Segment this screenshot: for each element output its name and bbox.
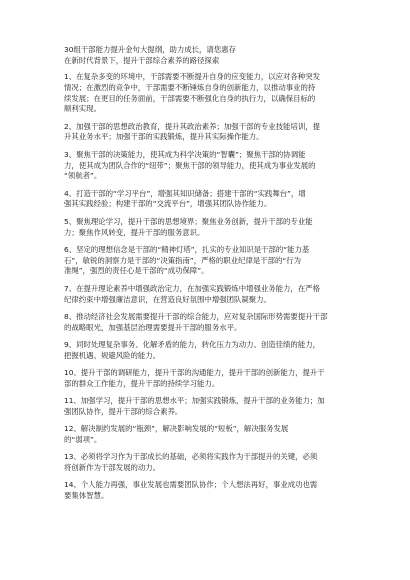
- item-text-line: “领航者”。: [64, 171, 102, 181]
- list-item: [64, 312, 376, 334]
- item-text-line: 续发展；在更目的任务面前，干部需要不断强化自身的执行力，以确保目标的: [64, 93, 316, 103]
- list-item: [64, 424, 376, 446]
- item-text-line: 顺利实现。: [64, 104, 101, 114]
- item-text-line: 11、加强学习，提升干部的思想水平；加强实践锻炼，提升干部的业务能力；加: [64, 396, 325, 406]
- document-header: [64, 44, 376, 66]
- item-text-line: 10、提升干部的调研能力，提升干部的沟通能力，提升干部的创新能力，提升干: [64, 368, 325, 378]
- item-text-line: 力，使其成为团队合作的“纽带”；聚焦干部的领导能力，使其成为事业发展的: [64, 160, 316, 170]
- document-title: 30组干部能力提升金句大提纲，助力成长，请您惠存: [64, 45, 237, 54]
- item-text-line: 1、在复杂多变的环境中，干部需要不断提升自身的应变能力，以应对各种突发: [64, 72, 320, 81]
- item-text-line: 8、推动经济社会发展需要提升干部的综合能力，应对复杂国际形势需要提升干部: [64, 311, 328, 321]
- item-text-line: 的战略眼光，加强基层治理需要提升干部的服务水平。: [64, 322, 242, 332]
- item-text-line: 13、必须将学习作为干部成长的基础，必须将实践作为干部提升的关键，必须: [64, 452, 318, 462]
- item-text-line: 6、坚定的理想信念是干部的“精神灯塔”，扎实的专业知识是干部的“能力基: [64, 244, 310, 254]
- item-text-line: 把握机遇、规避风险的能力。: [64, 350, 161, 360]
- list-item: [64, 284, 376, 306]
- item-text-line: 的“弱项”。: [64, 435, 102, 445]
- document-subtitle: 在新时代背景下，提升干部综合素养的路径探索: [64, 56, 220, 65]
- item-text-line: 准绳”，强烈的责任心是干部的“成功保障”。: [64, 266, 209, 276]
- item-text-line: 12、解决制约发展的“瓶颈”，解决影响发展的“短板”，解决服务发展: [64, 424, 289, 434]
- item-text-line: 将创新作为干部发展的动力。: [64, 463, 161, 473]
- list-item: [64, 217, 376, 239]
- item-text-line: 强其实践经验；构建干部的“交流平台”，增强其团队协作能力。: [64, 199, 272, 209]
- item-text-line: 14、个人能力再强，事业发展也需要团队协作；个人想法再好，事业成功也需: [64, 480, 318, 490]
- list-item: [64, 122, 376, 144]
- list-item: [64, 245, 376, 277]
- item-text-line: 3、聚焦干部的决策能力，使其成为科学决策的“智囊”；聚焦干部的协调能: [64, 149, 306, 159]
- item-text-line: 纪律约束中增强廉洁意识，在营造良好氛围中增强团队凝聚力。: [64, 294, 271, 304]
- item-text-line: 2、加强干部的思想政治教育，提升其政治素养；加强干部的专业技能培训，提: [64, 121, 320, 131]
- item-text-line: 5、聚焦理论学习，提升干部的思想境界；聚焦业务创新，提升干部的专业能: [64, 216, 313, 226]
- item-text-line: 7、在提升理论素养中增强政治定力，在加强实践锻炼中增强业务能力，在严格: [64, 283, 320, 293]
- item-text-line: 石”，敏锐的洞察力是干部的“决策指南”，严格的职业纪律是干部的“行为: [64, 255, 302, 265]
- item-text-line: 部的群众工作能力，提升干部的持续学习能力。: [64, 378, 220, 388]
- item-list: [64, 72, 376, 502]
- item-text-line: 强团队协作，提升干部的综合素养。: [64, 406, 183, 416]
- list-item: [64, 189, 376, 211]
- item-text-line: 9、同时处理复杂事务、化解矛盾的能力，转化压力为动力、创造佳绩的能力，: [64, 339, 320, 349]
- item-text-line: 要集体智慧。: [64, 491, 109, 501]
- list-item: [64, 480, 376, 502]
- list-item: [64, 368, 376, 390]
- list-item: [64, 72, 376, 115]
- item-text-line: 力；聚焦作风转变，提升干部的服务意识。: [64, 227, 205, 237]
- item-text-line: 情况；在激烈的竞争中，干部需要不断锤炼自身的创新能力，以推动事业的持: [64, 82, 316, 92]
- list-item: [64, 340, 376, 362]
- list-item: [64, 150, 376, 182]
- list-item: [64, 452, 376, 474]
- list-item: [64, 396, 376, 418]
- item-text-line: 4、打造干部的“学习平台”，增强其知识储备；搭建干部的“实践舞台”，增: [64, 188, 306, 198]
- item-text-line: 升其业务水平；加强干部的实践锻炼，提升其实际操作能力。: [64, 132, 264, 142]
